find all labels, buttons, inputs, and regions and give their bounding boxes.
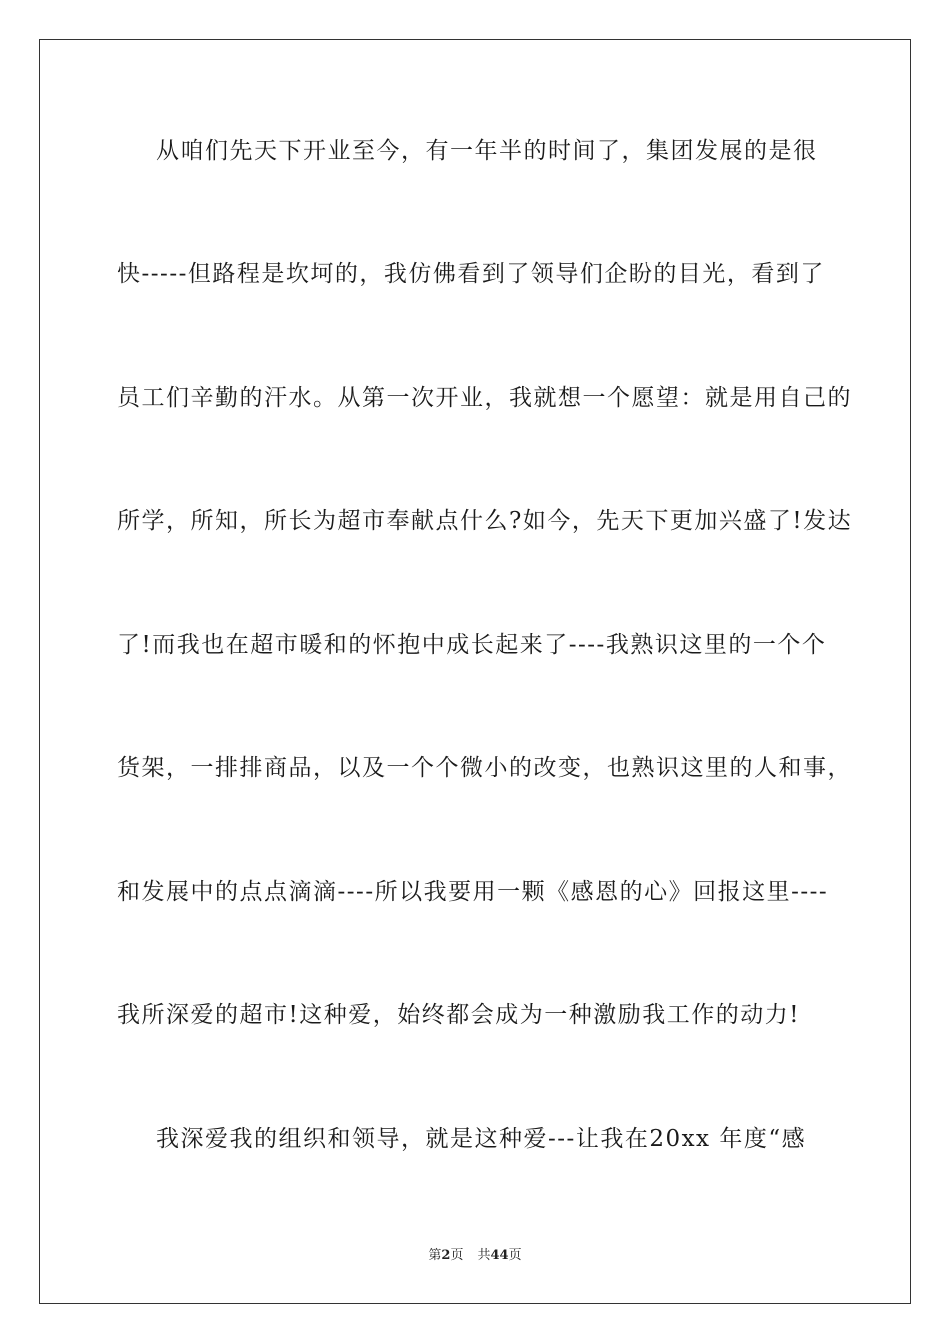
text-line-8: 我所深爱的超市!这种爱，始终都会成为一种激励我工作的动力!: [117, 1002, 800, 1028]
text-line-1: 从咱们先天下开业至今，有一年半的时间了，集团发展的是很: [156, 138, 818, 164]
total-suffix: 页: [508, 1248, 522, 1263]
text-line-2: 快-----但路程是坎坷的，我仿佛看到了领导们企盼的目光，看到了: [117, 261, 825, 287]
text-line-4: 所学，所知，所长为超市奉献点什么?如今，先天下更加兴盛了!发达: [117, 508, 853, 534]
text-line-7: 和发展中的点点滴滴----所以我要用一颗《感恩的心》回报这里----: [117, 879, 829, 905]
page-frame: [39, 39, 911, 1304]
text-line-9: 我深爱我的组织和领导，就是这种爱---让我在20xx 年度“感: [156, 1126, 807, 1152]
page-suffix: 页: [450, 1248, 464, 1263]
total-pages: 44: [490, 1248, 509, 1263]
page-prefix: 第: [428, 1248, 442, 1263]
text-line-5: 了!而我也在超市暖和的怀抱中成长起来了----我熟识这里的一个个: [117, 632, 827, 658]
text-line-3: 员工们辛勤的汗水。从第一次开业，我就想一个愿望：就是用自己的: [117, 385, 852, 411]
total-prefix: 共: [477, 1248, 491, 1263]
text-line-6: 货架，一排排商品，以及一个个微小的改变，也熟识这里的人和事，: [117, 755, 852, 781]
page-number: 2: [441, 1248, 451, 1263]
page-footer: [0, 1247, 950, 1265]
